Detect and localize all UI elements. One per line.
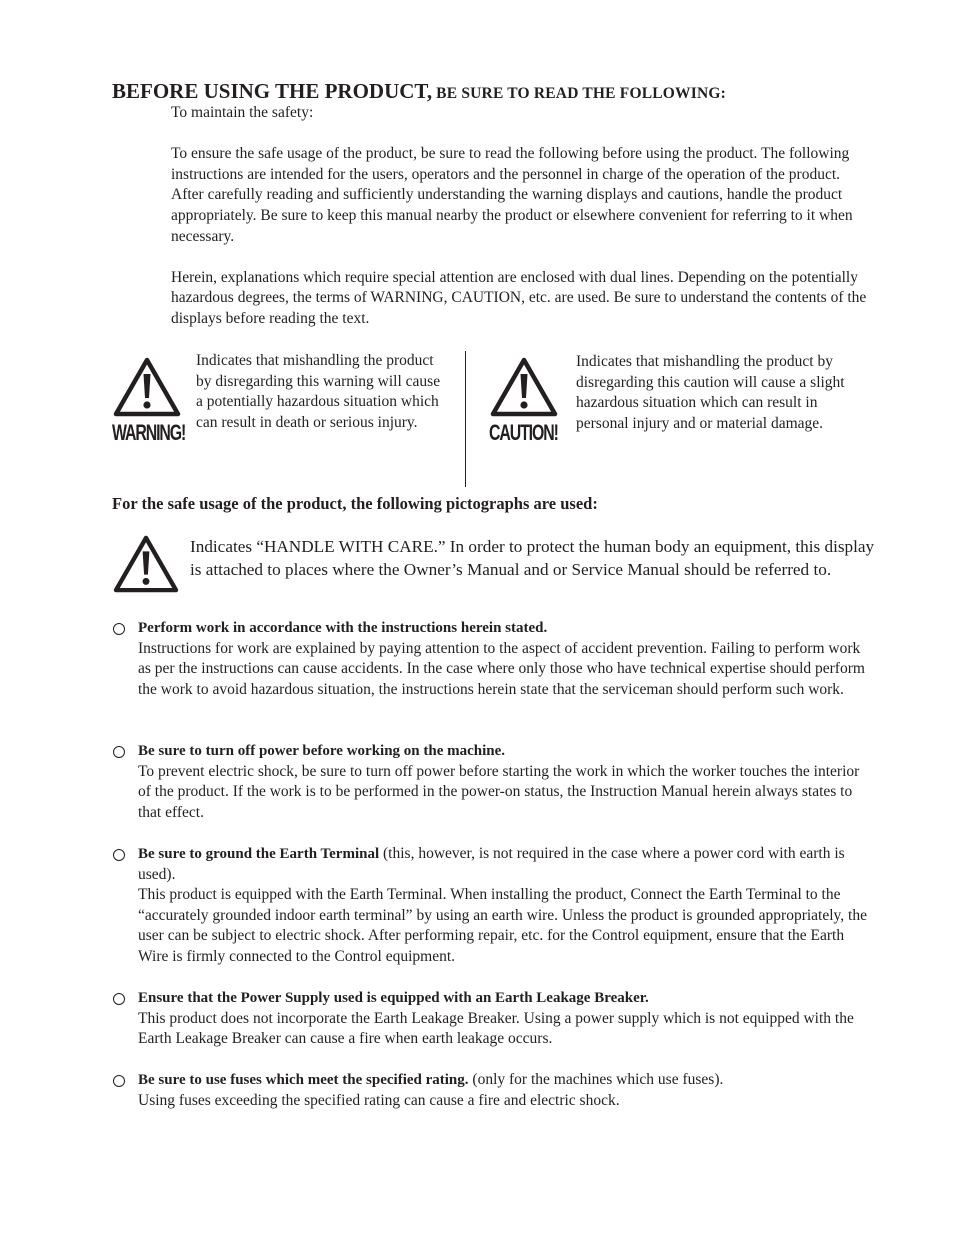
- warning-triangle-icon: [112, 356, 182, 418]
- safety-item-text: To prevent electric shock, be sure to turn off power before starting the work in which the worker touches the interior of the product. If the work is to be performed in the power-on status, the Instruction Manual herein always states to that effect.: [138, 762, 860, 821]
- caution-description: Indicates that mishandling the product by disregarding this caution will cause a slight hazardous situation which can result in personal injury and or material damage.: [576, 353, 845, 432]
- safety-item: [112, 1070, 872, 1111]
- warning-label: WARNING!: [112, 420, 186, 445]
- safety-item-text: Using fuses exceeding the specified rating can cause a fire and electric shock.: [138, 1091, 620, 1109]
- safety-item-title-suffix: (only for the machines which use fuses).: [468, 1071, 724, 1088]
- safety-item-title: Be sure to ground the Earth Terminal: [138, 846, 380, 862]
- warning-description: Indicates that mishandling the product by disregarding this warning will cause a potentially hazardous situation which can result in death or serious injury.: [196, 352, 441, 431]
- intro-paragraph-1: To ensure the safe usage of the product, be sure to read the following before using the product. The following instructions are intended for the users, operators and the personnel in charge of the operation of the product. After carefully reading and sufficiently understanding the warning displays and cautions, handle the product appropriately. Be sure to keep this manual nearby the product or elsewhere convenient for referring to it when necessary.: [171, 145, 853, 245]
- safety-item: [112, 618, 872, 700]
- safety-item-title: Perform work in accordance with the instructions herein stated.: [138, 620, 548, 636]
- pictographs-heading: For the safe usage of the product, the following pictographs are used:: [112, 494, 598, 513]
- intro-line: To maintain the safety:: [171, 104, 314, 121]
- safety-item-title: Be sure to turn off power before working on the machine.: [138, 743, 506, 759]
- handle-with-care-symbol: [112, 534, 180, 596]
- intro-section: [171, 103, 871, 350]
- safety-item-text: This product is equipped with the Earth Terminal. When installing the product, Connect the Earth Terminal to the “accurately grounded indoor earth terminal” by using an earth wire. Unless the product is grounded appropriately, the user can be subject to electric shock. After performing repair, etc. for the Control equipment, ensure that the Earth Wire is firmly connected to the Control equipment.: [138, 886, 867, 965]
- safety-item-text: Instructions for work are explained by paying attention to the aspect of accident prevention. Failing to perform work as per the instructions can cause accidents. In the case where only those who have technical expertise should perform the work to avoid hazardous situation, the instructions herein state that the serviceman should perform such work.: [138, 639, 865, 698]
- bullet-circle-icon: [113, 1075, 125, 1087]
- caution-label: CAUTION!: [489, 420, 558, 445]
- safety-item-text: This product does not incorporate the Earth Leakage Breaker. Using a power supply which is not equipped with the Earth Leakage Breaker can cause a fire when earth leakage occurs.: [138, 1009, 854, 1048]
- handle-with-care-triangle-icon: [112, 534, 180, 594]
- bullet-circle-icon: [113, 623, 125, 635]
- safety-item-title: Be sure to use fuses which meet the specified rating.: [138, 1072, 469, 1088]
- caution-triangle-icon: [489, 356, 559, 418]
- intro-paragraph-2: Herein, explanations which require special attention are enclosed with dual lines. Depending on the potentially hazardous degrees, the terms of WARNING, CAUTION, etc. are used. Be sure to understand the contents of the displays before reading the text.: [171, 268, 867, 327]
- bullet-circle-icon: [113, 746, 125, 758]
- safety-item-title: Ensure that the Power Supply used is equipped with an Earth Leakage Breaker.: [138, 990, 649, 1006]
- safety-item: [112, 741, 872, 823]
- caution-symbol: [489, 356, 559, 456]
- bullet-circle-icon: [113, 993, 125, 1005]
- bullet-circle-icon: [113, 849, 125, 861]
- safety-item-title-suffix: (this, however, is not required in the case where a power cord with earth is used).: [138, 845, 845, 883]
- handle-with-care-description: Indicates “HANDLE WITH CARE.” In order to protect the human body an equipment, this display is attached to places where the Owner’s Manual and or Service Manual should be referred to.: [190, 537, 875, 579]
- heading-sub: BE SURE TO READ THE FOLLOWING:: [432, 85, 726, 102]
- warning-symbol: [112, 356, 186, 456]
- symbol-divider: [465, 351, 466, 487]
- safety-item: [112, 988, 872, 1050]
- safety-item: [112, 844, 872, 968]
- heading-main: BEFORE USING THE PRODUCT,: [112, 79, 433, 103]
